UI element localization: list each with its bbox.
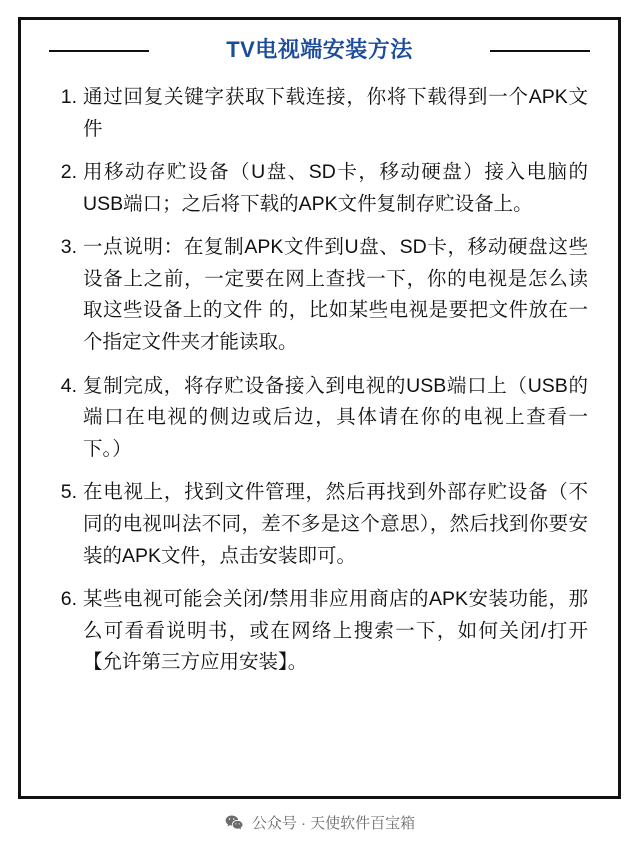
footer [0, 812, 639, 833]
title-rule-left [49, 50, 149, 52]
footer-text: 公众号 · 天使软件百宝箱 [251, 815, 416, 832]
steps-list [21, 82, 618, 679]
page-title: TV电视端安装方法 [210, 33, 429, 64]
list-item: 一点说明：在复制APK文件到U盘、SD卡，移动硬盘这些设备上之前，一定要在网上查找一下，你的电视是怎么读取这些设备上的文件 的，比如某些电视是要把文件放在一个指定文件夹才能读取。 [83, 236, 588, 354]
title-rule-right [490, 50, 590, 52]
list-item: 用移动存贮设备（U盘、SD卡，移动硬盘）接入电脑的USB端口；之后将下载的APK文件复制存贮设备上。 [83, 161, 588, 215]
title-block [21, 20, 618, 76]
wechat-icon [224, 813, 244, 833]
instruction-card [18, 17, 621, 799]
list-item: 复制完成，将存贮设备接入到电视的USB端口上（USB的端口在电视的侧边或后边，具体请在你的电视上查看一下。） [83, 374, 588, 460]
list-item: 在电视上，找到文件管理，然后再找到外部存贮设备（不同的电视叫法不同，差不多是这个意思），然后找到你要安装的APK文件，点击安装即可。 [83, 481, 588, 567]
list-item: 通过回复关键字获取下载连接，你将下载得到一个APK文件 [83, 86, 588, 140]
list-item: 某些电视可能会关闭/禁用非应用商店的APK安装功能，那么可看看说明书，或在网络上搜索一下，如何关闭/打开【允许第三方应用安装】。 [83, 588, 588, 674]
